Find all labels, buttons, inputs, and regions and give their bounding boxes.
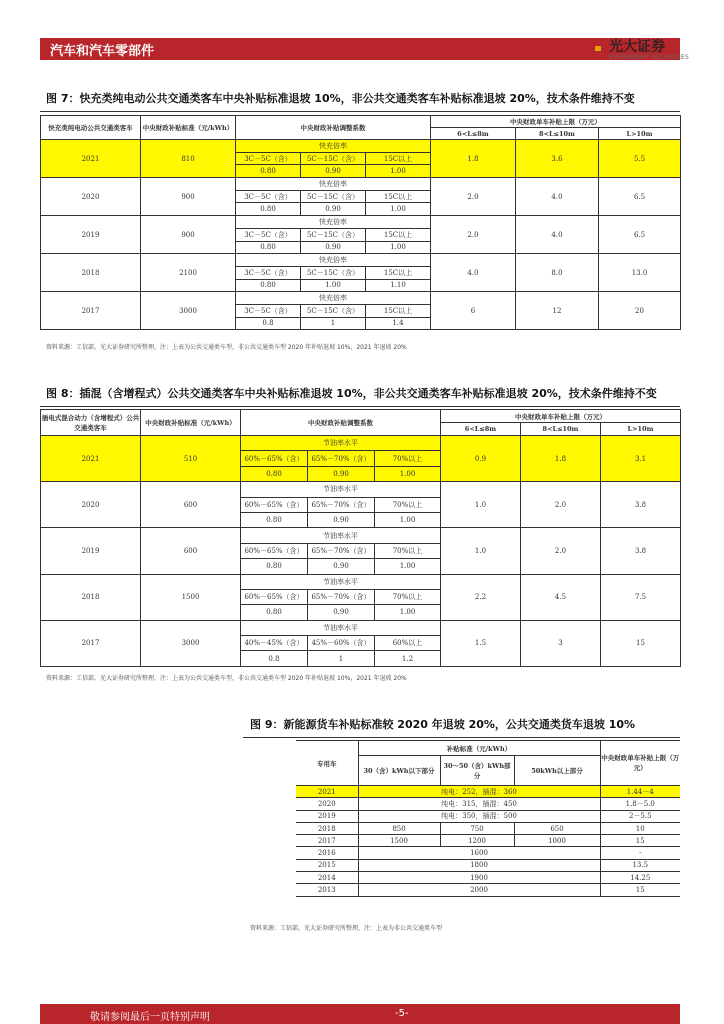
standard-cell: 3000 — [141, 620, 241, 666]
cap-cell: 2－5.5 — [600, 810, 680, 822]
cap-len1-cell: 2.0 — [431, 178, 516, 216]
coef-value2-cell: 0.90 — [308, 605, 375, 620]
year-cell: 2017 — [296, 835, 358, 847]
coef-range1-cell: 3C－5C（含） — [236, 304, 301, 317]
cap-cell: - — [600, 847, 680, 859]
year-cell: 2018 — [41, 254, 141, 292]
fig9-title: 图 9：新能源货车补贴标准较 2020 年退坡 20%，公共交通类货车退坡 10% — [250, 718, 636, 731]
standard-cell: 纯电：350，插混：500 — [358, 810, 600, 822]
fig8-header-len3: L>10m — [601, 423, 681, 436]
brand-logo-icon — [587, 36, 605, 62]
coef-value3-cell: 1.00 — [366, 165, 431, 178]
cap-len2-cell: 3.6 — [516, 140, 599, 178]
coef-range2-cell: 5C－15C（含） — [301, 152, 366, 165]
fig7-header-type: 快充类纯电动公共交通类客车 — [41, 116, 141, 140]
standard-cell: 900 — [141, 216, 236, 254]
year-cell: 2020 — [41, 482, 141, 528]
coef-category-cell: 节油率水平 — [241, 528, 441, 543]
fig7-header-coefficient: 中央财政补贴调整系数 — [236, 116, 431, 140]
year-cell: 2021 — [296, 786, 358, 798]
cap-cell: 15 — [600, 884, 680, 896]
brand-logo — [587, 36, 687, 66]
coef-range1-cell: 60%－65%（含） — [241, 451, 308, 466]
coef-value1-cell: 0.8 — [236, 317, 301, 330]
coef-category-cell: 节油率水平 — [241, 482, 441, 497]
fig7-row — [41, 178, 681, 191]
fig9-header-col3: 50kWh以上部分 — [514, 756, 600, 786]
cap-len1-cell: 0.9 — [441, 436, 521, 482]
coef-value3-cell: 1.00 — [366, 241, 431, 254]
coef-value1-cell: 0.80 — [241, 559, 308, 574]
fig8-row — [41, 620, 681, 635]
coef-range3-cell: 70%以上 — [375, 543, 441, 558]
coef-value3-cell: 1.00 — [366, 203, 431, 216]
coef-range1-cell: 3C－5C（含） — [236, 152, 301, 165]
coef-range1-cell: 3C－5C（含） — [236, 228, 301, 241]
fig7-header-cap: 中央财政单车补贴上限（万元） — [431, 116, 681, 128]
year-cell: 2014 — [296, 872, 358, 884]
standard-cell: 3000 — [141, 292, 236, 330]
coef-range2-cell: 5C－15C（含） — [301, 228, 366, 241]
cap-len1-cell: 1.5 — [441, 620, 521, 666]
fig9-row — [296, 786, 680, 798]
cap-len2-cell: 3 — [521, 620, 601, 666]
fig7-source: 资料来源：工信部，光大证券研究所整理，注：上表为公共交通类车型，非公共交通类车型 2020 年补贴退坡 10%，2021 年退坡 20% — [46, 344, 407, 351]
year-cell: 2015 — [296, 859, 358, 871]
cap-len2-cell: 2.0 — [521, 482, 601, 528]
coef-range1-cell: 60%－65%（含） — [241, 497, 308, 512]
coef-range3-cell: 15C以上 — [366, 152, 431, 165]
standard-cell: 510 — [141, 436, 241, 482]
year-cell: 2013 — [296, 884, 358, 896]
cap-len1-cell: 2.0 — [431, 216, 516, 254]
std-col3-cell: 650 — [514, 822, 600, 834]
fig9-row — [296, 859, 680, 871]
fig9-row — [296, 810, 680, 822]
coef-value2-cell: 0.90 — [308, 559, 375, 574]
fig7-title: 图 7：快充类纯电动公共交通类客车中央补贴标准退坡 10%，非公共交通类客车补贴标准退坡 20%，技术条件维持不变 — [46, 92, 635, 105]
fig8-source: 资料来源：工信部，光大证券研究所整理，注：上表为公共交通类车型，非公共交通类车型 2020 年补贴退坡 10%，2021 年退坡 20% — [46, 675, 407, 682]
fig9-source: 资料来源：工信部，光大证券研究所整理，注：上表为非公共交通类车型 — [250, 925, 443, 932]
fig8-row — [41, 482, 681, 497]
std-col3-cell: 1000 — [514, 835, 600, 847]
coef-range3-cell: 15C以上 — [366, 266, 431, 279]
fig9-row — [296, 884, 680, 896]
year-cell: 2016 — [296, 847, 358, 859]
coef-value3-cell: 1.00 — [375, 512, 441, 527]
year-cell: 2021 — [41, 140, 141, 178]
fig9-header-col2: 30～50（含）kWh部分 — [440, 756, 514, 786]
cap-len3-cell: 7.5 — [601, 574, 681, 620]
cap-len2-cell: 8.0 — [516, 254, 599, 292]
coef-range1-cell: 60%－65%（含） — [241, 589, 308, 604]
coef-range2-cell: 65%－70%（含） — [308, 589, 375, 604]
fig9-row — [296, 798, 680, 810]
coef-value3-cell: 1.10 — [366, 279, 431, 292]
fig9-header-standard: 补贴标准（元/kWh） — [358, 741, 600, 756]
cap-cell: 15 — [600, 835, 680, 847]
cap-len2-cell: 4.0 — [516, 178, 599, 216]
cap-len2-cell: 4.0 — [516, 216, 599, 254]
cap-len1-cell: 4.0 — [431, 254, 516, 292]
cap-len3-cell: 20 — [599, 292, 681, 330]
coef-range3-cell: 70%以上 — [375, 497, 441, 512]
fig8-header-type: 插电式混合动力（含增程式）公共交通类客车 — [41, 410, 141, 436]
std-col2-cell: 1200 — [440, 835, 514, 847]
fig7-header-len3: L>10m — [599, 128, 681, 140]
coef-value3-cell: 1.2 — [375, 651, 441, 666]
page-footer — [40, 1004, 680, 1024]
coef-category-cell: 快充倍率 — [236, 140, 431, 153]
standard-cell: 1500 — [141, 574, 241, 620]
cap-len2-cell: 4.5 — [521, 574, 601, 620]
fig9-header-type: 专用车 — [296, 741, 358, 786]
year-cell: 2019 — [41, 528, 141, 574]
cap-len2-cell: 1.8 — [521, 436, 601, 482]
year-cell: 2020 — [296, 798, 358, 810]
coef-range2-cell: 65%－70%（含） — [308, 543, 375, 558]
coef-value1-cell: 0.80 — [241, 605, 308, 620]
coef-value1-cell: 0.80 — [241, 466, 308, 481]
fig9-top-rule — [243, 737, 680, 738]
standard-cell: 900 — [141, 178, 236, 216]
fig8-header-standard: 中央财政补贴标准（元/kWh） — [141, 410, 241, 436]
year-cell: 2019 — [296, 810, 358, 822]
coef-category-cell: 节油率水平 — [241, 620, 441, 635]
coef-range2-cell: 5C－15C（含） — [301, 304, 366, 317]
cap-cell: 10 — [600, 822, 680, 834]
brand-name-en: EVERBRIGHT SECURITIES — [609, 54, 689, 61]
coef-category-cell: 节油率水平 — [241, 574, 441, 589]
standard-cell: 600 — [141, 482, 241, 528]
year-cell: 2018 — [296, 822, 358, 834]
coef-value2-cell: 0.90 — [301, 241, 366, 254]
year-cell: 2021 — [41, 436, 141, 482]
cap-len2-cell: 2.0 — [521, 528, 601, 574]
cap-len3-cell: 6.5 — [599, 178, 681, 216]
coef-category-cell: 快充倍率 — [236, 178, 431, 191]
coef-value3-cell: 1.00 — [375, 559, 441, 574]
fig9-row — [296, 872, 680, 884]
cap-cell: 14.25 — [600, 872, 680, 884]
fig7-row — [41, 216, 681, 229]
coef-range2-cell: 45%－60%（含） — [308, 636, 375, 651]
fig7-row — [41, 140, 681, 153]
cap-len1-cell: 1.0 — [441, 482, 521, 528]
fig7-table — [40, 115, 681, 330]
cap-len3-cell: 3.1 — [601, 436, 681, 482]
coef-value1-cell: 0.80 — [236, 165, 301, 178]
coef-category-cell: 节油率水平 — [241, 436, 441, 451]
cap-len3-cell: 6.5 — [599, 216, 681, 254]
coef-range3-cell: 15C以上 — [366, 190, 431, 203]
cap-cell: 13.5 — [600, 859, 680, 871]
section-title: 汽车和汽车零部件 — [50, 44, 155, 59]
year-cell: 2017 — [41, 620, 141, 666]
coef-value2-cell: 1 — [301, 317, 366, 330]
coef-category-cell: 快充倍率 — [236, 292, 431, 305]
fig9-table — [296, 740, 680, 897]
fig9-row — [296, 822, 680, 834]
cap-len3-cell: 3.8 — [601, 482, 681, 528]
standard-cell: 810 — [141, 140, 236, 178]
fig7-header-len1: 6<L≤8m — [431, 128, 516, 140]
footer-disclaimer: 敬请参阅最后一页特别声明 — [90, 1012, 210, 1023]
coef-range3-cell: 15C以上 — [366, 228, 431, 241]
standard-cell: 纯电：315，插混：450 — [358, 798, 600, 810]
coef-value2-cell: 1.00 — [301, 279, 366, 292]
year-cell: 2018 — [41, 574, 141, 620]
fig7-header-len2: 8<L≤10m — [516, 128, 599, 140]
cap-cell: 1.8－5.0 — [600, 798, 680, 810]
coef-range1-cell: 3C－5C（含） — [236, 190, 301, 203]
cap-len3-cell: 5.5 — [599, 140, 681, 178]
cap-len3-cell: 3.8 — [601, 528, 681, 574]
year-cell: 2020 — [41, 178, 141, 216]
coef-value3-cell: 1.00 — [375, 605, 441, 620]
year-cell: 2017 — [41, 292, 141, 330]
cap-len3-cell: 15 — [601, 620, 681, 666]
coef-value1-cell: 0.80 — [241, 512, 308, 527]
coef-range3-cell: 70%以上 — [375, 589, 441, 604]
fig7-top-rule — [40, 111, 680, 112]
fig8-row — [41, 574, 681, 589]
coef-value1-cell: 0.80 — [236, 203, 301, 216]
standard-cell: 1600 — [358, 847, 600, 859]
cap-len1-cell: 6 — [431, 292, 516, 330]
fig8-table — [40, 409, 681, 667]
cap-len1-cell: 1.0 — [441, 528, 521, 574]
cap-cell: 1.44－4 — [600, 786, 680, 798]
coef-value3-cell: 1.00 — [375, 466, 441, 481]
coef-value1-cell: 0.80 — [236, 279, 301, 292]
brand-name-cn: 光大证券 — [609, 39, 665, 55]
cap-len1-cell: 1.8 — [431, 140, 516, 178]
std-col1-cell: 1500 — [358, 835, 440, 847]
page-number: -5- — [395, 1008, 409, 1019]
coef-range2-cell: 5C－15C（含） — [301, 190, 366, 203]
coef-range3-cell: 15C以上 — [366, 304, 431, 317]
coef-value2-cell: 0.90 — [308, 512, 375, 527]
fig8-header-coefficient: 中央财政补贴调整系数 — [241, 410, 441, 436]
fig9-header-col1: 30（含）kWh以下部分 — [358, 756, 440, 786]
coef-value3-cell: 1.4 — [366, 317, 431, 330]
coef-range3-cell: 70%以上 — [375, 451, 441, 466]
fig8-header-cap: 中央财政单车补贴上限（万元） — [441, 410, 681, 423]
fig8-header-len2: 8<L≤10m — [521, 423, 601, 436]
fig8-header-len1: 6<L≤8m — [441, 423, 521, 436]
coef-value2-cell: 0.90 — [301, 165, 366, 178]
fig8-row — [41, 528, 681, 543]
standard-cell: 1900 — [358, 872, 600, 884]
coef-range1-cell: 3C－5C（含） — [236, 266, 301, 279]
standard-cell: 纯电：252，插混：360 — [358, 786, 600, 798]
standard-cell: 2100 — [141, 254, 236, 292]
coef-value1-cell: 0.80 — [236, 241, 301, 254]
coef-category-cell: 快充倍率 — [236, 254, 431, 267]
year-cell: 2019 — [41, 216, 141, 254]
fig9-row — [296, 835, 680, 847]
coef-range2-cell: 5C－15C（含） — [301, 266, 366, 279]
fig8-top-rule — [40, 406, 680, 407]
fig8-row — [41, 436, 681, 451]
fig8-title: 图 8：插混（含增程式）公共交通类客车中央补贴标准退坡 10%，非公共交通类客车补贴标准退坡 20%，技术条件维持不变 — [46, 387, 657, 400]
cap-len3-cell: 13.0 — [599, 254, 681, 292]
coef-value2-cell: 1 — [308, 651, 375, 666]
coef-range2-cell: 65%－70%（含） — [308, 451, 375, 466]
coef-range2-cell: 65%－70%（含） — [308, 497, 375, 512]
std-col1-cell: 850 — [358, 822, 440, 834]
fig7-row — [41, 292, 681, 305]
coef-value2-cell: 0.90 — [301, 203, 366, 216]
standard-cell: 2000 — [358, 884, 600, 896]
fig9-row — [296, 847, 680, 859]
coef-range1-cell: 40%－45%（含） — [241, 636, 308, 651]
cap-len2-cell: 12 — [516, 292, 599, 330]
coef-category-cell: 快充倍率 — [236, 216, 431, 229]
std-col2-cell: 750 — [440, 822, 514, 834]
fig7-header-standard: 中央财政补贴标准（元/kWh） — [141, 116, 236, 140]
fig7-row — [41, 254, 681, 267]
coef-value1-cell: 0.8 — [241, 651, 308, 666]
coef-range1-cell: 60%－65%（含） — [241, 543, 308, 558]
standard-cell: 600 — [141, 528, 241, 574]
fig9-header-cap: 中央财政单车补贴上限（万元） — [600, 741, 680, 786]
coef-range3-cell: 60%以上 — [375, 636, 441, 651]
standard-cell: 1800 — [358, 859, 600, 871]
section-header-bar — [40, 38, 680, 60]
cap-len1-cell: 2.2 — [441, 574, 521, 620]
coef-value2-cell: 0.90 — [308, 466, 375, 481]
